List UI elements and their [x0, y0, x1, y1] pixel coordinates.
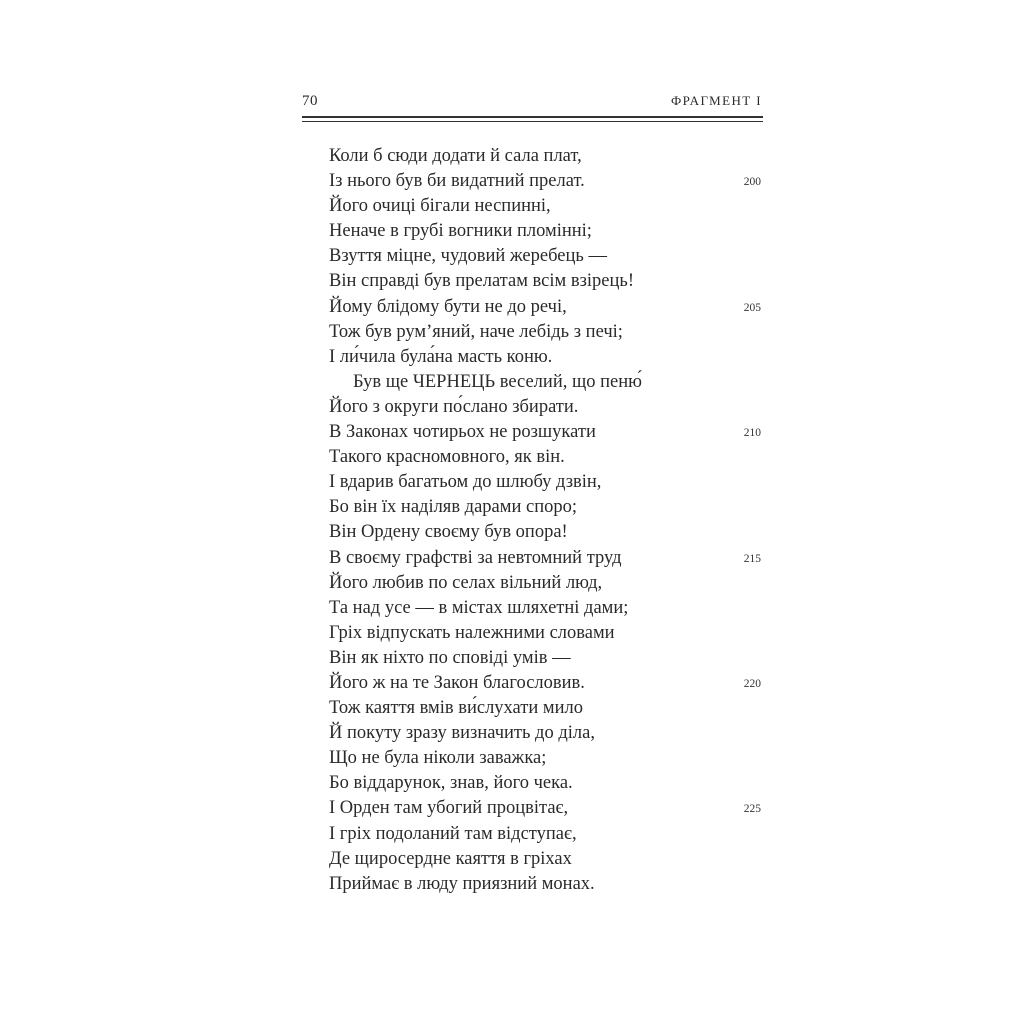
verse-line [329, 822, 769, 847]
verse-line [329, 596, 769, 621]
verse-line [329, 370, 769, 395]
verse-line [329, 696, 769, 721]
verse-line-text: І Орден там убогий процвітає, [329, 798, 569, 819]
verse-line [329, 796, 769, 821]
verse-line-text: Коли б сюди додати й сала плат, [329, 146, 582, 166]
verse-line-text: Він як ніхто по сповіді умів — [329, 647, 571, 668]
verse-line [329, 194, 769, 219]
verse-line [329, 646, 769, 671]
verse-line-text: Його ж на те Закон благословив. [329, 672, 585, 693]
verse-line-text: Де щиросердне каяття в гріхах [329, 848, 572, 869]
line-number: 200 [743, 176, 761, 189]
verse-line [329, 847, 769, 872]
verse-line [329, 872, 769, 897]
verse-line-text: Його любив по селах вільний люд, [329, 572, 603, 593]
verse-line-text: Взуття міцне, чудовий жеребець — [329, 246, 607, 267]
verse-line-text: І гріх подоланий там відступає, [329, 823, 577, 844]
verse-line-text: Такого красномовного, як він. [329, 447, 565, 468]
verse-line [329, 244, 769, 269]
verse-line [329, 495, 769, 520]
verse-line [329, 520, 769, 545]
line-number: 225 [743, 803, 761, 816]
verse-line-text: Й покуту зразу визначить до діла, [329, 723, 595, 744]
header-rule-thin [302, 121, 763, 122]
verse-line-text: Із нього був би видатний прелат. [329, 171, 585, 192]
verse-line [329, 269, 769, 294]
verse-line [329, 771, 769, 796]
verse-line [329, 169, 769, 194]
verse-line-text: І ли́чила була́на масть коню. [329, 346, 553, 367]
verse-line-text: Тож каяття вмів ви́слухати мило [329, 698, 583, 719]
verse-line-text: Був ще ЧЕРНЕЦЬ веселий, що пеню́ [353, 371, 642, 392]
verse-line [329, 671, 769, 696]
verse-line-text: В своєму графстві за невтомний труд [329, 547, 622, 568]
verse-line [329, 219, 769, 244]
verse-line-text: Його очиці бігали неспинні, [329, 196, 551, 217]
verse-line [329, 420, 769, 445]
verse-line-text: Приймає в люду приязний монах. [329, 873, 595, 894]
verse-line [329, 721, 769, 746]
verse-line-text: Гріх відпускать належними словами [329, 622, 615, 643]
line-number: 215 [743, 552, 761, 565]
verse-line-text: В Законах чотирьох не розшукати [329, 422, 596, 443]
verse-line [329, 445, 769, 470]
verse-line-text: Він Ордену своєму був опора! [329, 522, 568, 543]
verse-line [329, 621, 769, 646]
verse-line [329, 470, 769, 495]
verse-line-text: Та над усе — в містах шляхетні дами; [329, 597, 629, 618]
verse-line-text: Йому блідому бути не до речі, [329, 296, 567, 317]
verse-line [329, 345, 769, 370]
verse-line-text: Неначе в грубі вогники пломінні; [329, 221, 592, 242]
verse-line [329, 395, 769, 420]
verse-line [329, 144, 769, 169]
verse-line-text: Тож був рум’яний, наче лебідь з печі; [329, 321, 623, 342]
line-number: 220 [743, 677, 761, 690]
verse-line-text: Його з округи по́слано збирати. [329, 396, 579, 417]
header-rule-thick [302, 116, 763, 118]
line-number: 205 [743, 301, 761, 314]
verse-line [329, 571, 769, 596]
line-number: 210 [743, 427, 761, 440]
verse-line [329, 320, 769, 345]
page-number: 70 [302, 93, 318, 109]
running-head [302, 93, 762, 113]
verse-line-text: Бо він їх наділяв дарами споро; [329, 497, 577, 518]
verse-line-text: Бо віддарунок, знав, його чека. [329, 773, 573, 794]
section-title: ФРАГМЕНТ І [671, 93, 762, 108]
verse-line-text: Що не була ніколи заважка; [329, 748, 547, 769]
verse-line-text: І вдарив багатьом до шлюбу дзвін, [329, 472, 602, 493]
verse-block [329, 144, 769, 897]
verse-line [329, 546, 769, 571]
verse-line [329, 295, 769, 320]
verse-line [329, 746, 769, 771]
verse-line-text: Він справді був прелатам всім взірець! [329, 271, 634, 292]
